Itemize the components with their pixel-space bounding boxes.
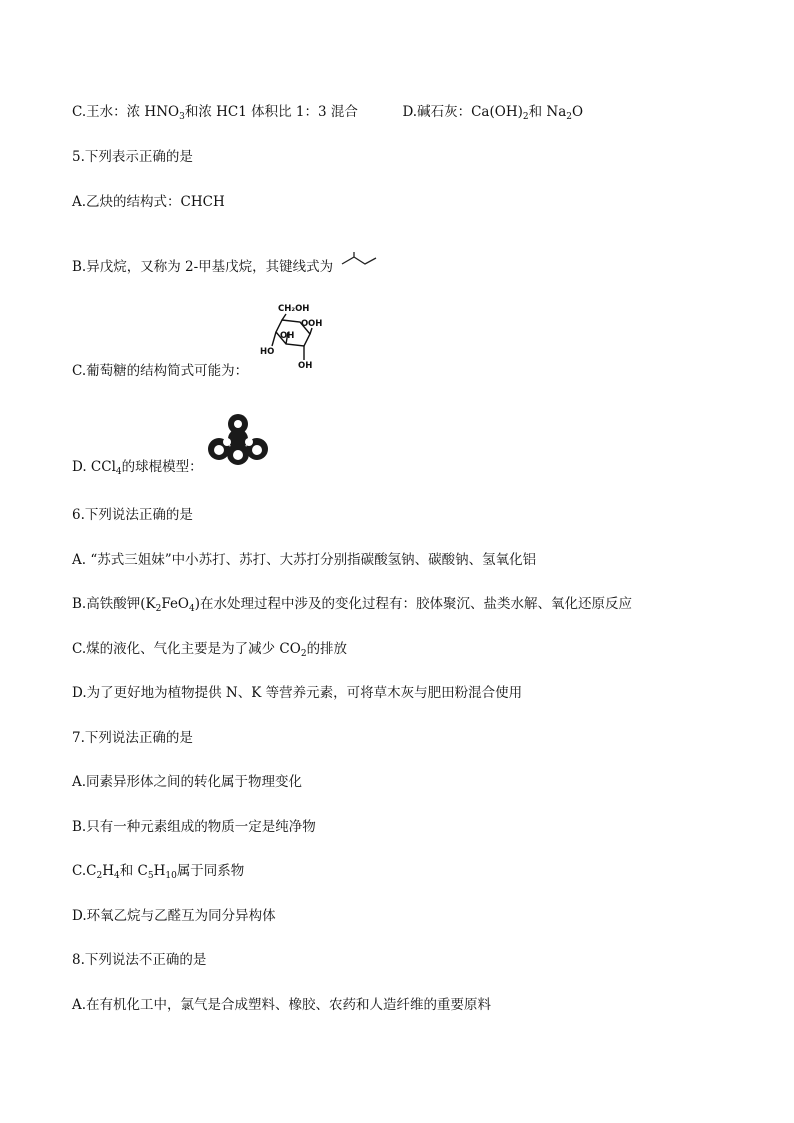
q7-option-a: A.同素异形体之间的转化属于物理变化 — [72, 774, 303, 790]
q6-option-b — [72, 595, 632, 613]
svg-text:OH: OH — [280, 331, 295, 341]
svg-text:OH: OH — [298, 361, 313, 371]
q5-option-d — [72, 458, 203, 476]
q4-c-text: C.王水：浓 HNO — [72, 104, 180, 120]
subscript: 4 — [113, 871, 120, 881]
q7-option-b: B.只有一种元素组成的物质一定是纯净物 — [72, 819, 316, 835]
q5-option-a: A.乙炔的结构式：CHCH — [72, 194, 225, 210]
subscript: 4 — [189, 604, 195, 614]
subscript: 2 — [155, 604, 162, 614]
q6-b-text: B.高铁酸钾(K — [72, 596, 156, 612]
q5-option-b — [72, 252, 379, 276]
q6-b-text-end: )在水处理过程中涉及的变化过程有：胶体聚沉、盐类水解、氧化还原反应 — [194, 596, 633, 612]
glucose-ring-structure-icon — [252, 298, 332, 378]
q5-stem: 5.下列表示正确的是 — [72, 149, 193, 165]
subscript: 2 — [300, 649, 307, 659]
subscript: 2 — [522, 112, 529, 122]
q5-d-text-end: 的球棍模型： — [121, 459, 203, 475]
q7-c-text-mid2: 和 C — [119, 863, 148, 879]
subscript: 2 — [566, 112, 572, 122]
q7-stem: 7.下列说法正确的是 — [72, 730, 193, 746]
q6-b-text-mid: FeO — [161, 596, 189, 612]
q7-option-d: D.环氧乙烷与乙醛互为同分异构体 — [72, 908, 276, 924]
q4-c-text-end: 和浓 HC1 体积比 1：3 混合 — [184, 104, 358, 120]
svg-text:CH₂OH: CH₂OH — [278, 304, 310, 314]
q6-option-a: A. “苏式三姐妹”中小苏打、苏打、大苏打分别指碳酸氢钠、碳酸钠、氢氧化铝 — [72, 552, 537, 568]
svg-text:O: O — [301, 319, 309, 329]
q7-c-text-mid1: H — [102, 863, 114, 879]
q5-option-b-text: B.异戊烷，又称为 2-甲基戊烷，其键线式为 — [72, 259, 334, 275]
subscript: 5 — [147, 871, 154, 881]
q5-d-text: D. CCl — [72, 459, 116, 475]
subscript: 2 — [96, 871, 103, 881]
q4-options-row — [72, 103, 583, 121]
q7-c-text-end: 属于同系物 — [176, 863, 245, 879]
q4-d-text-mid: 和 Na — [528, 104, 567, 120]
q5-option-c: C.葡萄糖的结构简式可能为： — [72, 363, 249, 379]
subscript: 10 — [165, 871, 177, 881]
q6-option-d: D.为了更好地为植物提供 N、K 等营养元素，可将草木灰与肥田粉混合使用 — [72, 685, 523, 701]
isopentane-skeletal-formula-icon — [339, 252, 379, 276]
q7-c-text: C.C — [72, 863, 97, 879]
q6-c-text-end: 的排放 — [306, 641, 348, 657]
subscript: 3 — [179, 112, 185, 122]
q6-option-c — [72, 640, 347, 658]
q4-option-d — [402, 104, 583, 120]
q8-stem: 8.下列说法不正确的是 — [72, 952, 207, 968]
q4-d-text: D.碱石灰：Ca(OH) — [402, 104, 523, 120]
q6-stem: 6.下列说法正确的是 — [72, 507, 193, 523]
svg-text:OH: OH — [308, 319, 323, 329]
q6-c-text: C.煤的液化、气化主要是为了减少 CO — [72, 641, 301, 657]
subscript: 4 — [115, 467, 122, 477]
q4-option-c — [72, 104, 358, 120]
svg-text:HO: HO — [260, 347, 275, 357]
q7-c-text-mid3: H — [153, 863, 166, 879]
q7-option-c — [72, 862, 244, 880]
q8-option-a: A.在有机化工中，氯气是合成塑料、橡胶、农药和人造纤维的重要原料 — [72, 997, 492, 1013]
q4-d-text-end: O — [571, 104, 584, 120]
ccl4-ball-stick-model-icon — [205, 412, 271, 466]
